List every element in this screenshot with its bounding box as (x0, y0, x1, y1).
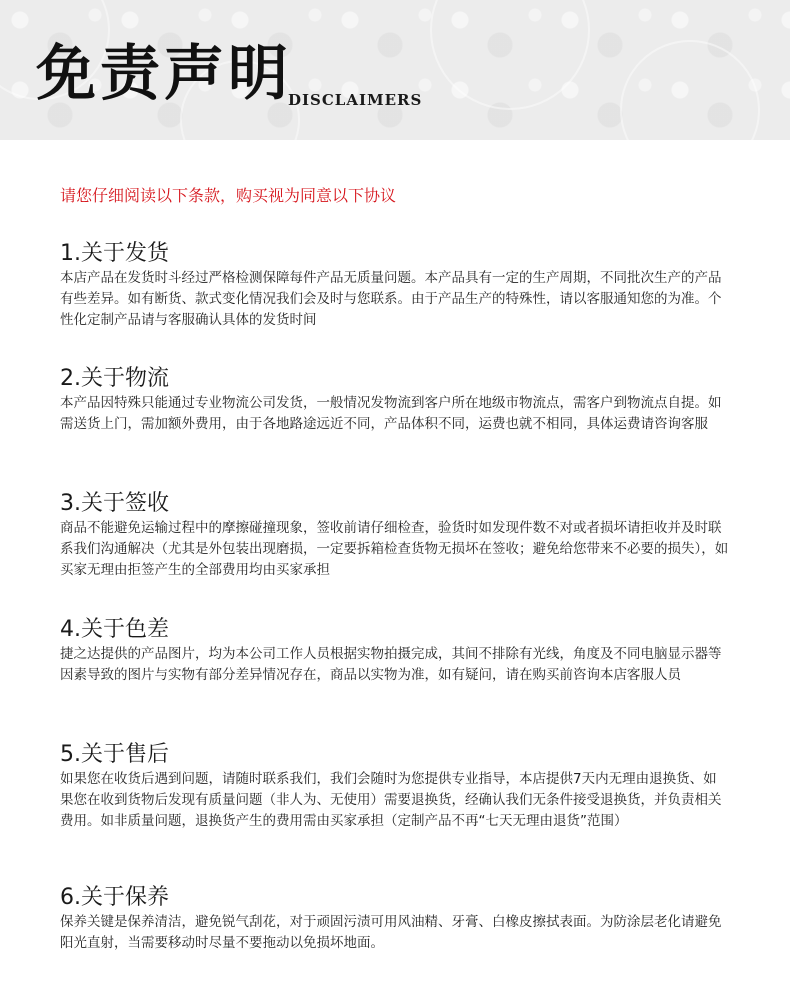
section-maintenance (60, 884, 730, 954)
section-logistics (60, 365, 730, 435)
decorative-cloud-pattern (620, 40, 760, 140)
section-heading: 2.关于物流 (60, 366, 169, 391)
section-body: 商品不能避免运输过程中的摩擦碰撞现象，签收前请仔细检查，验货时如发现件数不对或者损坏请拒收并及时联系我们沟通解决（尤其是外包装出现磨损，一定要拆箱检查货物无损坏在签收；避免给您带来不必要的损失），如买家无理由拒签产生的全部费用均由买家承担 (60, 520, 729, 578)
decorative-cloud-pattern (430, 0, 590, 110)
section-color-difference (60, 616, 730, 686)
section-signing (60, 490, 730, 581)
agreement-notice: 请您仔细阅读以下条款，购买视为同意以下协议 (60, 186, 397, 205)
section-heading: 6.关于保养 (60, 885, 169, 910)
section-heading: 5.关于售后 (60, 742, 169, 767)
section-after-sales (60, 741, 730, 832)
section-body: 本产品因特殊只能通过专业物流公司发货，一般情况发物流到客户所在地级市物流点，需客户到物流点自提。如需送货上门，需加额外费用，由于各地路途远近不同，产品体积不同，运费也就不相同，具体运费请咨询客服 (60, 395, 722, 432)
section-heading: 3.关于签收 (60, 491, 169, 516)
section-heading: 1.关于发货 (60, 241, 169, 266)
section-body: 捷之达提供的产品图片，均为本公司工作人员根据实物拍摄完成，其间不排除有光线，角度及不同电脑显示器等因素导致的图片与实物有部分差异情况存在，商品以实物为准，如有疑问，请在购买前咨询本店客服人员 (60, 646, 722, 683)
header-banner (0, 0, 790, 140)
page-subtitle: DISCLAIMERS (288, 91, 423, 109)
section-body: 本店产品在发货时斗经过严格检测保障每件产品无质量问题。本产品具有一定的生产周期，不同批次生产的产品有些差异。如有断货、款式变化情况我们会及时与您联系。由于产品生产的特殊性，请以客服通知您的为准。个性化定制产品请与客服确认具体的发货时间 (60, 270, 722, 328)
page-title: 免责声明 (36, 39, 292, 109)
section-shipping (60, 240, 730, 331)
section-heading: 4.关于色差 (60, 617, 169, 642)
section-body: 如果您在收货后遇到问题，请随时联系我们，我们会随时为您提供专业指导，本店提供7天内无理由退换货、如果您在收到货物后发现有质量问题（非人为、无使用）需要退换货，经确认我们无条件接受退换货，并负责相关费用。如非质量问题，退换货产生的费用需由买家承担（定制产品不再“七天无理由退货”范围） (60, 771, 722, 829)
section-body: 保养关键是保养清洁，避免锐气刮花，对于顽固污渍可用风油精、牙膏、白橡皮擦拭表面。为防涂层老化请避免阳光直射，当需要移动时尽量不要拖动以免损坏地面。 (60, 914, 722, 951)
